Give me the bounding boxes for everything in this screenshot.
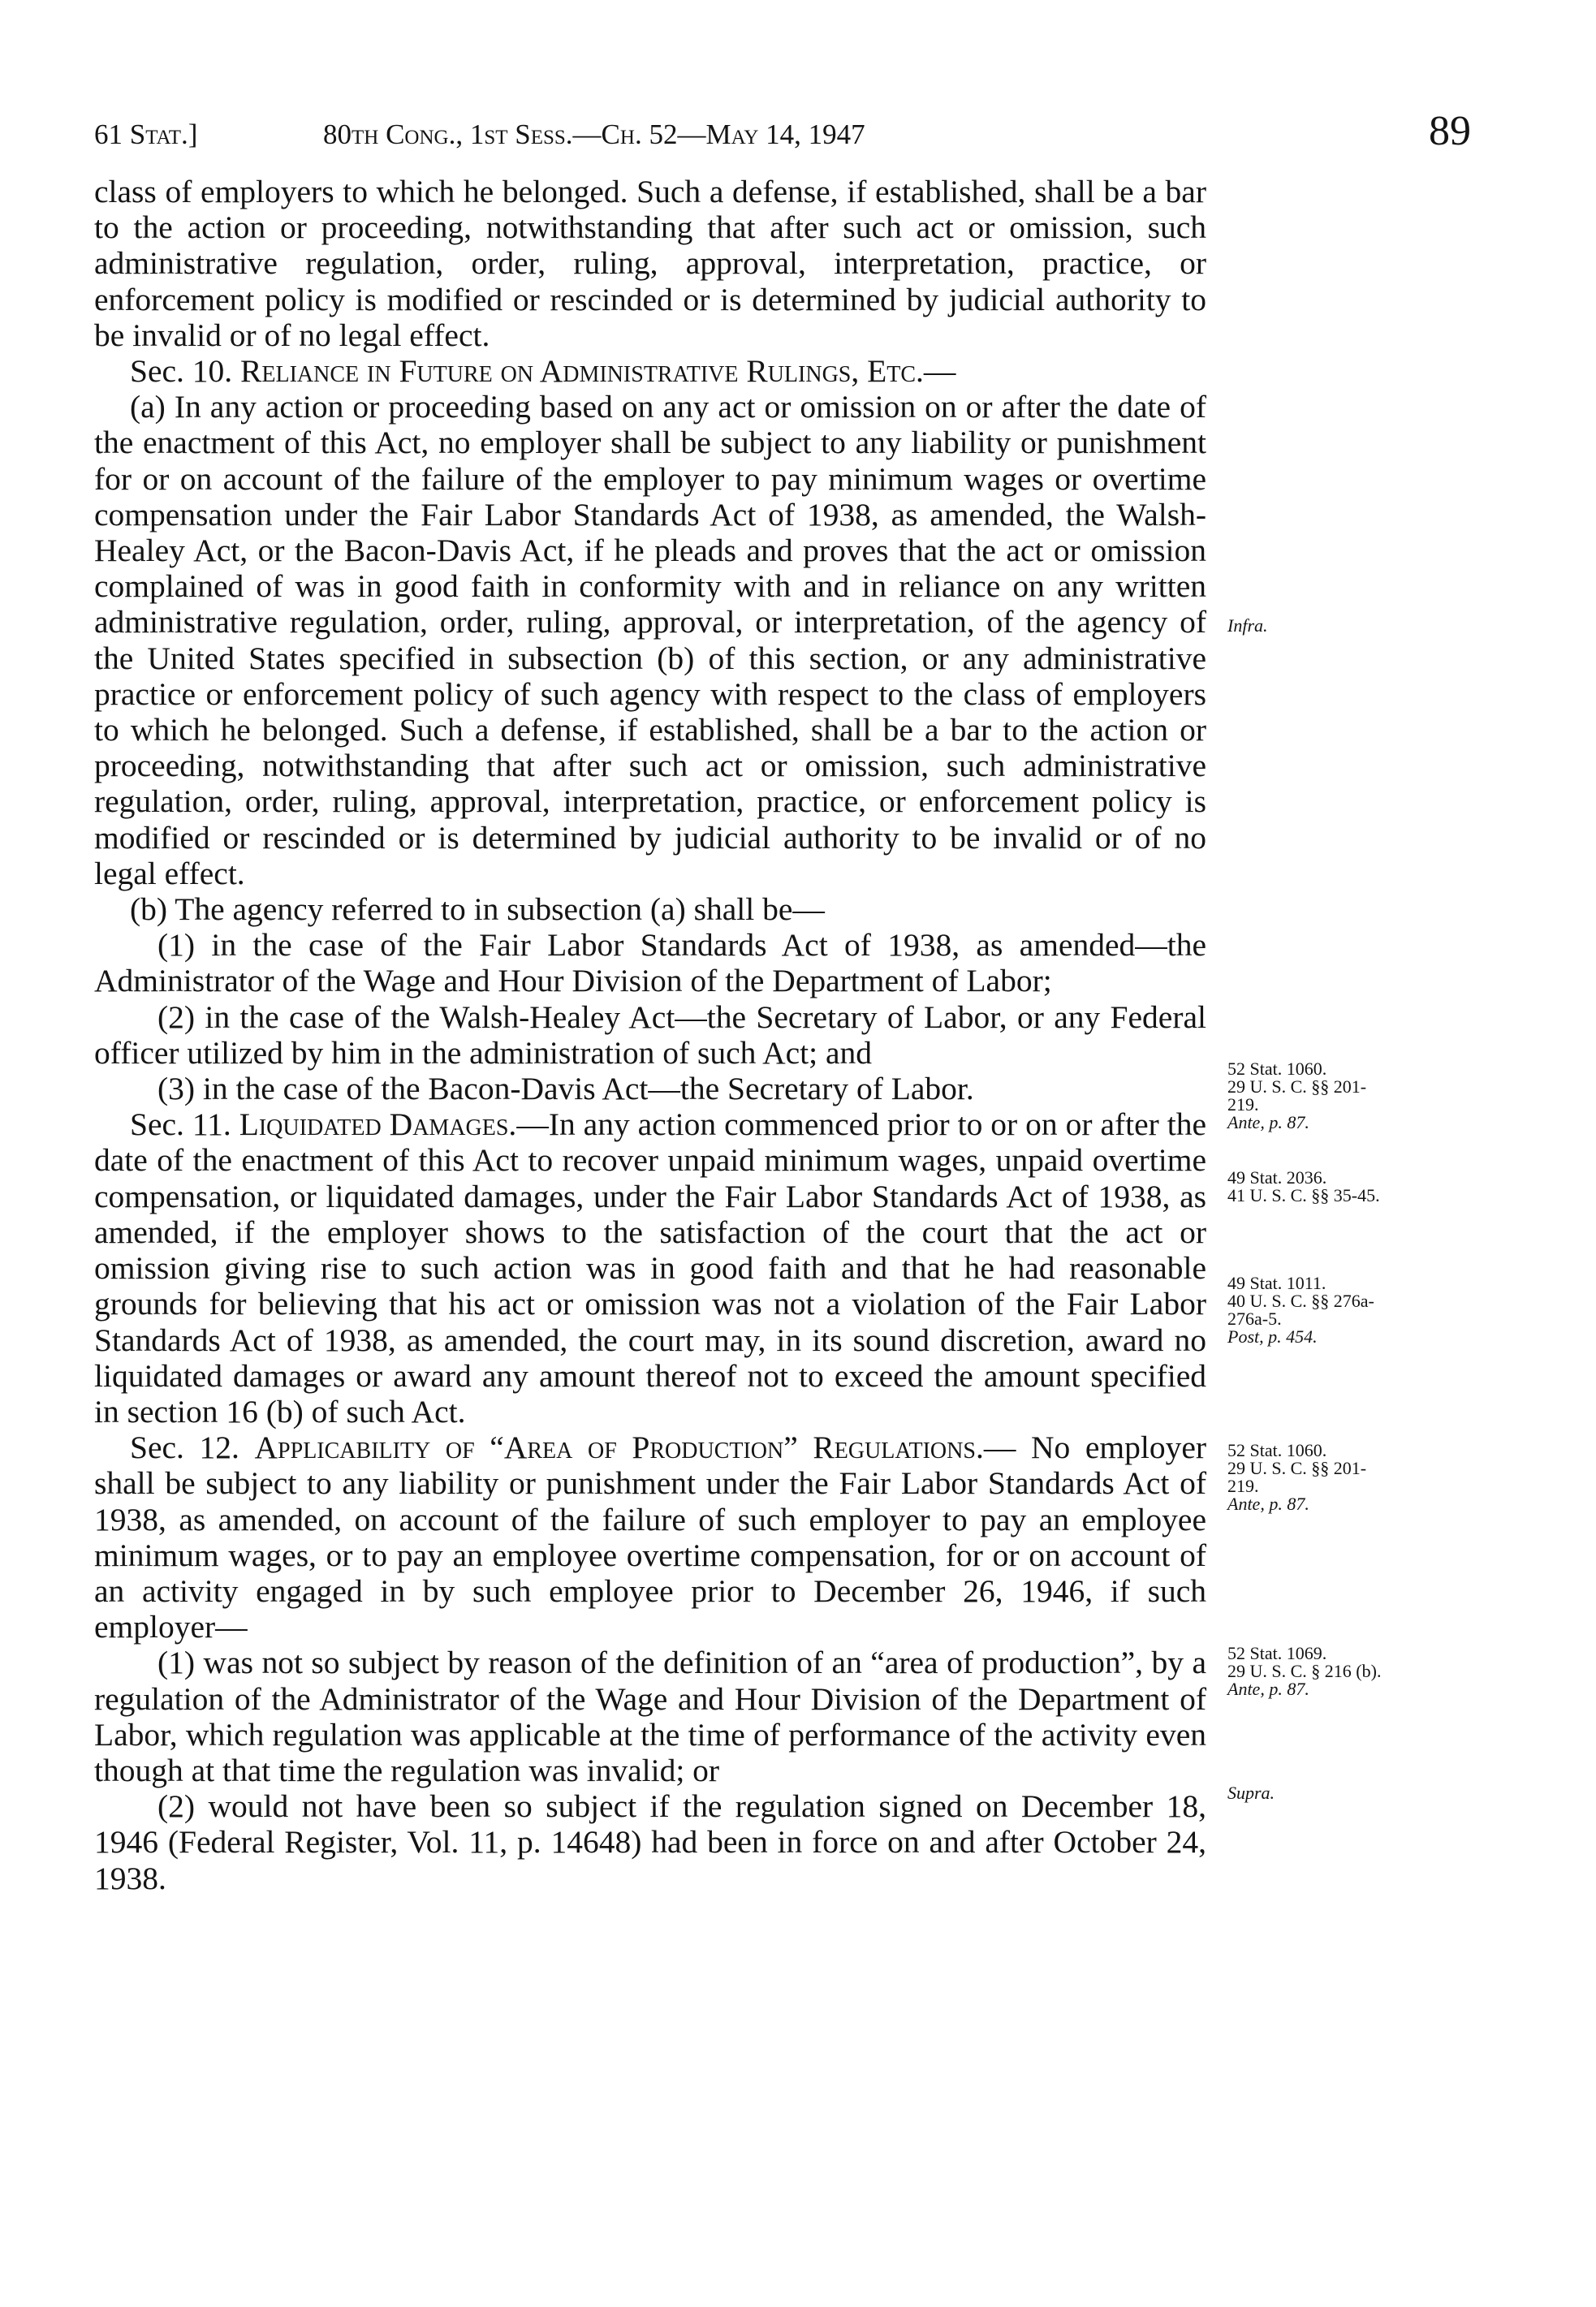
clause-b-3: (3) in the case of the Bacon-Davis Act—the Secretary of Labor. bbox=[157, 1071, 974, 1107]
section-title: Applicability of “Area of Production” Regulations.— bbox=[254, 1429, 1016, 1466]
section-title: Reliance in Future on Administrative Rulings, Etc.— bbox=[240, 353, 956, 390]
margin-note-line: 219. bbox=[1227, 1476, 1259, 1496]
clause-b-1: (1) in the case of the Fair Labor Standards Act of 1938, as amended—the Administrator of the Wage and Hour Division of the Department of Labor; bbox=[94, 927, 1206, 999]
margin-note-section-16b bbox=[1227, 1645, 1503, 1698]
clause-12-1: (1) was not so subject by reason of the definition of an “area of production”, by a regulation of the Administrator of the Wage and Hour Division of the Department of Labor, which regulation was applicable at the time of performance of the activity even though at that time the regulation was invalid; or bbox=[94, 1645, 1206, 1788]
section-label: Sec. 12. bbox=[130, 1429, 239, 1466]
margin-note-line: 52 Stat. 1060. bbox=[1227, 1059, 1327, 1079]
margin-note-line: Infra. bbox=[1227, 615, 1268, 636]
margin-note-flsa-1 bbox=[1227, 1060, 1503, 1132]
paragraph-continuation: class of employers to which he belonged. Such a defense, if established, shall be a bar to the action or proceeding, notwithstanding that after such act or omission, such administrative regulation, order, ruling, approval, interpretation, practice, or enforcement policy is modified or rescinded or is determined by judicial authority to be invalid or of no legal effect. bbox=[94, 174, 1206, 353]
margin-note-line: 29 U. S. C. §§ 201- bbox=[1227, 1076, 1367, 1097]
margin-note-infra bbox=[1227, 617, 1503, 635]
margin-note-bacon-davis bbox=[1227, 1274, 1503, 1346]
statute-body bbox=[94, 174, 1206, 1896]
margin-note-line: 219. bbox=[1227, 1094, 1259, 1115]
section-label: Sec. 11. bbox=[130, 1106, 231, 1143]
volume-reference: 61 Stat.] bbox=[94, 119, 198, 150]
clause-b-2: (2) in the case of the Walsh-Healey Act—the Secretary of Labor, or any Federal officer utilized by him in the administration of such Act; and bbox=[94, 998, 1206, 1071]
margin-note-line: 49 Stat. 1011. bbox=[1227, 1273, 1326, 1293]
session-chapter-date: 80th Cong., 1st Sess.—Ch. 52—May 14, 1947 bbox=[323, 119, 865, 150]
margin-note-flsa-2 bbox=[1227, 1442, 1503, 1513]
margin-note-line: 52 Stat. 1060. bbox=[1227, 1440, 1327, 1460]
page-number: 89 bbox=[1429, 108, 1471, 154]
section-12 bbox=[94, 1429, 1206, 1645]
clause-12-2: (2) would not have been so subject if the regulation signed on December 18, 1946 (Federal Register, Vol. 11, p. 14648) had been in force on and after October 24, 1938. bbox=[94, 1788, 1206, 1896]
margin-note-line: 29 U. S. C. §§ 201- bbox=[1227, 1458, 1367, 1478]
section-title: Liquidated Damages. bbox=[239, 1106, 517, 1143]
margin-note-line: Post, p. 454. bbox=[1227, 1326, 1318, 1347]
margin-note-line: 41 U. S. C. §§ 35-45. bbox=[1227, 1185, 1380, 1205]
margin-note-supra bbox=[1227, 1784, 1503, 1802]
margin-note-walsh-healey bbox=[1227, 1169, 1503, 1205]
margin-note-line: 29 U. S. C. § 216 (b). bbox=[1227, 1661, 1382, 1681]
margin-note-line: 52 Stat. 1069. bbox=[1227, 1643, 1327, 1663]
section-10-heading bbox=[94, 353, 1206, 389]
section-text: —In any action commenced prior to or on or after the date of the enactment of this Act to recover unpaid minimum wages, unpaid overtime compensation, or liquidated damages, under the Fair Labor Standards Act of 1938, as amended, if the employer shows to the satisfaction of the court that the act or omission giving rise to such action was in good faith and that he had reasonable grounds for believing that his act or omission was not a violation of the Fair Labor Standards Act of 1938, as amended, the court may, in its sound discretion, award no liquidated damages or award any amount thereof not to exceed the amount specified in section 16 (b) of such Act. bbox=[94, 1106, 1206, 1429]
margin-note-line: Supra. bbox=[1227, 1783, 1275, 1803]
margin-note-line: 49 Stat. 2036. bbox=[1227, 1167, 1327, 1188]
margin-note-line: 40 U. S. C. §§ 276a- bbox=[1227, 1291, 1374, 1311]
section-11 bbox=[94, 1106, 1206, 1429]
section-text: No employer shall be subject to any liability or punishment under the Fair Labor Standards Act of 1938, as amended, on account of the failure of such employer to pay an employee minimum wages, or to pay an employee overtime compensation, for or on account of an activity engaged in by such employee prior to December 26, 1946, if such employer— bbox=[94, 1429, 1207, 1645]
subsection-a: (a) In any action or proceeding based on any act or omission on or after the date of the enactment of this Act, no employer shall be subject to any liability or punishment for or on account of the failure of the employer to pay minimum wages or overtime compensation under the Fair Labor Standards Act of 1938, as amended, the Walsh-Healey Act, or the Bacon-Davis Act, if he pleads and proves that the act or omission complained of was in good faith in conformity with and in reliance on any written administrative regulation, order, ruling, approval, or interpretation, of the agency of the United States specified in subsection (b) of this section, or any administrative practice or enforcement policy of such agency with respect to the class of employers to which he belonged. Such a defense, if established, shall be a bar to the action or proceeding, notwithstanding that after such act or omission, such administrative regulation, order, ruling, approval, interpretation, practice, or enforcement policy is modified or rescinded or is determined by judicial authority to be invalid or of no legal effect. bbox=[94, 389, 1206, 891]
section-label: Sec. 10. bbox=[130, 353, 233, 390]
margin-note-line: 276a-5. bbox=[1227, 1309, 1282, 1329]
margin-note-line: Ante, p. 87. bbox=[1227, 1494, 1309, 1514]
subsection-b: (b) The agency referred to in subsection (a) shall be— bbox=[130, 891, 825, 928]
margin-note-line: Ante, p. 87. bbox=[1227, 1679, 1309, 1699]
margin-note-line: Ante, p. 87. bbox=[1227, 1112, 1309, 1132]
running-header bbox=[94, 107, 1471, 156]
